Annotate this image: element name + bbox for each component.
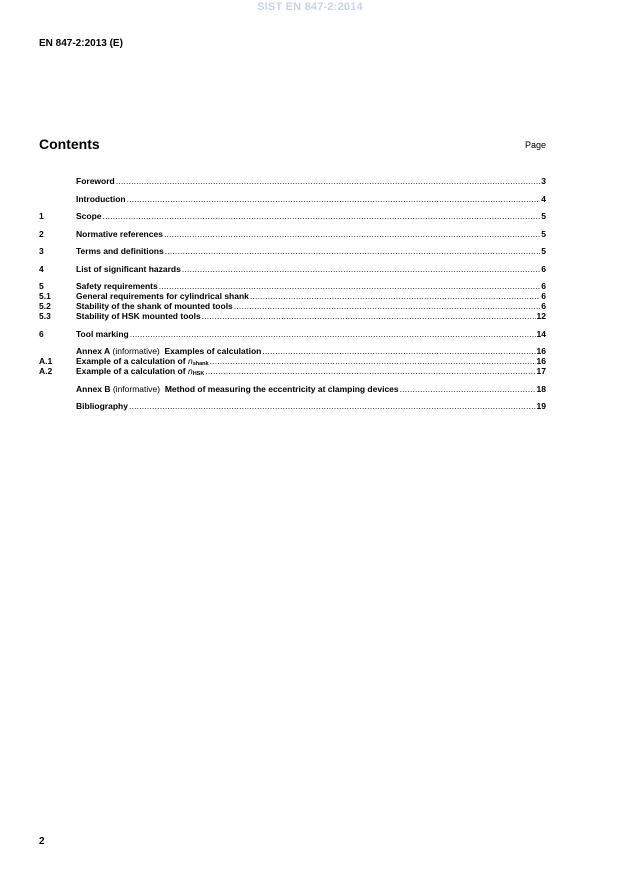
toc-leader-dots (103, 211, 541, 221)
toc-entry-number: 6 (39, 328, 44, 339)
toc-entry-number: 4 (39, 263, 44, 274)
document-identifier: EN 847-2:2013 (E) (39, 38, 123, 49)
toc-entry-number: 3 (39, 246, 44, 256)
toc-leader-dots (159, 281, 541, 291)
toc-entry-page: 5 (541, 228, 546, 239)
toc-entry[interactable] (39, 311, 546, 321)
toc-entry-title: Safety requirements (76, 281, 158, 291)
toc-entry-title: Introduction (76, 193, 126, 204)
toc-entry[interactable] (39, 281, 546, 291)
toc-entry[interactable] (39, 346, 546, 356)
toc-entry-page: 19 (536, 401, 546, 411)
toc-entry-page: 6 (541, 301, 546, 311)
toc-leader-dots (127, 194, 541, 204)
toc-entry-number: 5.1 (39, 291, 51, 301)
toc-entry-title: Stability of the shank of mounted tools (76, 301, 233, 311)
toc-entry[interactable] (39, 301, 546, 311)
toc-entry-number: 5.3 (39, 311, 51, 321)
toc-entry-number: A.2 (39, 366, 53, 376)
toc-leader-dots (129, 401, 536, 411)
toc-entry-number: 5 (39, 281, 44, 291)
toc-entry[interactable] (39, 366, 546, 376)
page-column-heading: Page (524, 140, 546, 150)
toc-entry-page: 4 (541, 193, 546, 204)
toc-entry-page: 6 (541, 263, 546, 274)
toc-entry-number: 1 (39, 211, 44, 221)
toc-entry-page: 6 (541, 291, 546, 301)
toc-entry[interactable] (39, 291, 546, 301)
toc-entry-title: Terms and definitions (76, 246, 164, 256)
toc-entry[interactable] (39, 246, 546, 256)
toc-leader-dots (234, 301, 540, 311)
toc-entry-title: Annex A (informative) Examples of calculation (76, 346, 262, 356)
page-number: 2 (39, 836, 45, 847)
toc-entry[interactable] (39, 229, 546, 239)
toc-entry-title: Annex B (informative) Method of measuring the eccentricity at clamping devices (76, 383, 399, 394)
toc-leader-dots (262, 346, 535, 356)
toc-entry-title: Normative references (76, 228, 163, 239)
toc-entry-title: Stability of HSK mounted tools (76, 311, 201, 321)
toc-entry-title: Example of a calculation of $n_{HSK}$ (76, 366, 205, 377)
toc-leader-dots (210, 356, 536, 366)
toc-entry-title: General requirements for cylindrical shank (76, 291, 249, 301)
table-of-contents (39, 176, 546, 411)
toc-entry-title: Tool marking (76, 328, 129, 339)
toc-entry-title: Foreword (76, 176, 115, 186)
toc-leader-dots (182, 264, 540, 274)
toc-leader-dots (400, 384, 536, 394)
toc-entry[interactable] (39, 264, 546, 274)
toc-entry-page: 12 (536, 311, 546, 321)
toc-entry-number: 5.2 (39, 301, 51, 311)
toc-entry-page: 17 (536, 366, 546, 376)
toc-entry-number: 2 (39, 228, 44, 239)
contents-heading: Contents (39, 136, 100, 152)
toc-entry[interactable] (39, 329, 546, 339)
watermark: SIST EN 847-2:2014 (257, 1, 363, 13)
toc-entry[interactable] (39, 401, 546, 411)
toc-entry[interactable] (39, 194, 546, 204)
toc-leader-dots (130, 329, 536, 339)
toc-entry-page: 3 (541, 176, 546, 186)
toc-leader-dots (202, 311, 536, 321)
toc-entry[interactable] (39, 384, 546, 394)
toc-leader-dots (165, 246, 541, 256)
toc-entry-title: Bibliography (76, 401, 128, 411)
toc-entry-page: 5 (541, 246, 546, 256)
toc-entry-page: 14 (536, 328, 546, 339)
toc-entry-page: 16 (536, 356, 546, 366)
toc-entry[interactable] (39, 211, 546, 221)
toc-entry[interactable] (39, 176, 546, 186)
toc-leader-dots (164, 229, 540, 239)
toc-entry-page: 18 (536, 383, 546, 394)
toc-leader-dots (205, 366, 535, 376)
toc-entry-page: 16 (536, 346, 546, 356)
toc-entry-title: Scope (76, 211, 102, 221)
toc-entry-title: Example of a calculation of $n_{shank}$ (76, 356, 209, 367)
toc-entry-title: List of significant hazards (76, 263, 181, 274)
toc-leader-dots (116, 176, 541, 186)
toc-entry[interactable] (39, 356, 546, 366)
toc-entry-number: A.1 (39, 356, 53, 366)
toc-leader-dots (250, 291, 540, 301)
toc-entry-page: 5 (541, 211, 546, 221)
toc-entry-page: 6 (541, 281, 546, 291)
